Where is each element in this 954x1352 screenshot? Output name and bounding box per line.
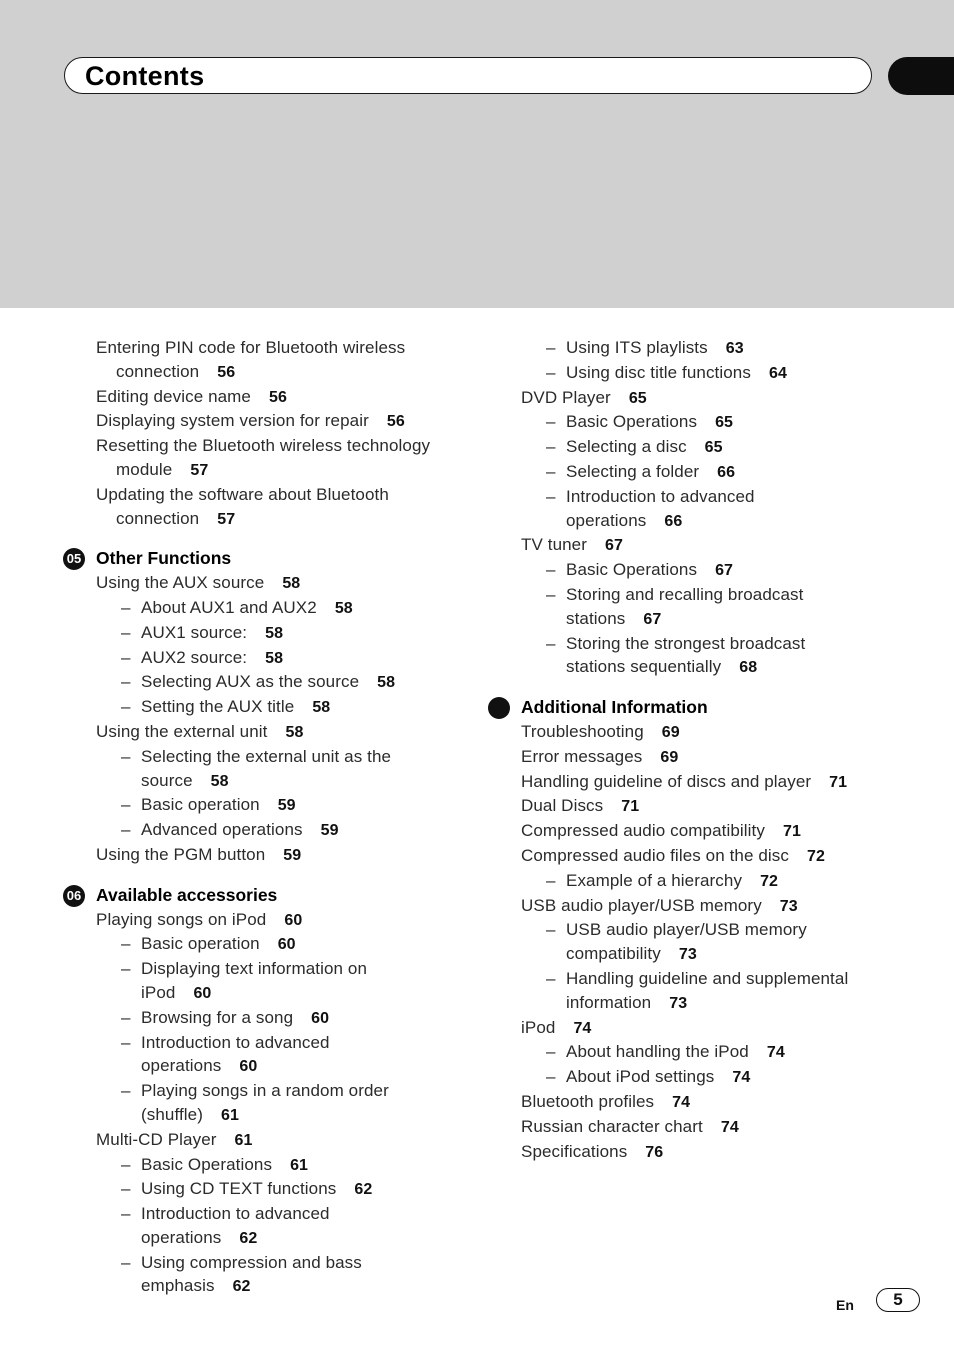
toc-page-number: 61 <box>221 1106 240 1124</box>
toc-page-number: 58 <box>210 772 229 790</box>
toc-entry-label: Specifications <box>521 1141 628 1161</box>
toc-subentry[interactable] <box>62 695 472 720</box>
dash-bullet: – <box>546 437 556 457</box>
toc-entry-label: module <box>116 459 173 479</box>
section-number-badge: 06 <box>63 885 85 907</box>
toc-subentry[interactable] <box>62 957 472 981</box>
toc-page-number: 58 <box>265 624 284 642</box>
toc-subentry[interactable] <box>487 435 897 460</box>
toc-subentry[interactable] <box>487 336 897 361</box>
page-number: 5 <box>876 1288 920 1312</box>
title-bar <box>64 57 872 94</box>
toc-subentry[interactable] <box>62 1274 472 1299</box>
toc-entry-label: AUX2 source: <box>141 647 248 667</box>
toc-page-number: 61 <box>290 1156 309 1174</box>
toc-entry-label: Entering PIN code for Bluetooth wireless <box>96 338 406 357</box>
toc-entry-label: Playing songs on iPod <box>96 909 267 929</box>
toc-entry-label: Basic Operations <box>566 560 698 580</box>
toc-subentry[interactable] <box>62 793 472 818</box>
toc-page-number: 60 <box>277 936 296 954</box>
toc-page-number: 63 <box>725 340 744 357</box>
toc-subentry[interactable] <box>62 621 472 646</box>
toc-entry-label: About iPod settings <box>566 1067 715 1087</box>
toc-entry-label: Using CD TEXT functions <box>141 1179 337 1199</box>
toc-page-number: 67 <box>605 537 623 555</box>
section-heading[interactable] <box>62 884 472 908</box>
dash-bullet: – <box>546 584 556 604</box>
dash-bullet: – <box>121 746 131 766</box>
toc-page-number: 65 <box>704 439 723 457</box>
section-gap <box>62 868 472 884</box>
toc-entry-label: USB audio player/USB memory <box>566 920 807 940</box>
toc-page-number: 67 <box>715 562 734 580</box>
toc-subentry[interactable] <box>487 1040 897 1065</box>
toc-entry[interactable] <box>62 720 472 745</box>
toc-entry[interactable] <box>62 385 472 410</box>
toc-entry-label: stations sequentially <box>566 657 722 677</box>
toc-entry-label: Compressed audio compatibility <box>521 821 765 841</box>
dash-bullet: – <box>546 461 556 481</box>
toc-subentry[interactable] <box>487 655 897 680</box>
dash-bullet: – <box>121 1154 131 1174</box>
section-number-badge: 05 <box>63 548 85 570</box>
section-number-badge <box>488 697 510 719</box>
toc-entry-label: Using compression and bass <box>141 1252 362 1272</box>
toc-page-number: 66 <box>717 463 736 481</box>
toc-entry-label: TV tuner <box>521 535 587 555</box>
dash-bullet: – <box>546 1042 556 1062</box>
toc-entry-label: Compressed audio files on the disc <box>521 845 789 865</box>
toc-entry-label: Selecting the external unit as the <box>141 746 392 766</box>
header-band <box>0 0 954 308</box>
toc-page-number: 62 <box>239 1229 258 1247</box>
toc-page-number: 67 <box>643 610 662 628</box>
dash-bullet: – <box>121 1252 131 1272</box>
dash-bullet: – <box>546 968 556 988</box>
toc-subentry[interactable] <box>62 670 472 695</box>
toc-entry-label: Russian character chart <box>521 1116 703 1136</box>
toc-page-number: 71 <box>829 773 848 791</box>
toc-page-number: 72 <box>760 872 779 890</box>
toc-page-number: 76 <box>645 1143 664 1161</box>
toc-entry[interactable] <box>62 360 472 385</box>
toc-entry-label: Storing the strongest broadcast <box>566 633 806 653</box>
toc-entry[interactable] <box>62 908 472 933</box>
toc-entry[interactable] <box>487 386 897 411</box>
toc-entry-label: Basic Operations <box>141 1154 273 1174</box>
toc-entry-label: stations <box>566 608 626 628</box>
toc-subentry[interactable] <box>487 632 897 656</box>
toc-page-number: 62 <box>354 1181 373 1199</box>
toc-entry-label: Introduction to advanced <box>141 1032 330 1052</box>
toc-entry-label: USB audio player/USB memory <box>521 895 762 915</box>
toc-subentry[interactable] <box>62 1177 472 1202</box>
dash-bullet: – <box>121 1032 131 1052</box>
toc-subentry[interactable] <box>487 583 897 607</box>
section-gap <box>487 680 897 696</box>
dash-bullet: – <box>546 633 556 653</box>
toc-page-number: 74 <box>672 1093 691 1111</box>
dash-bullet: – <box>121 647 131 667</box>
toc-entry[interactable] <box>62 843 472 868</box>
section-heading[interactable] <box>487 696 897 720</box>
toc-page-number: 58 <box>285 723 304 741</box>
toc-subentry[interactable] <box>487 869 897 894</box>
toc-entry[interactable] <box>487 894 897 919</box>
toc-entry[interactable] <box>62 571 472 596</box>
toc-entry-label: Introduction to advanced <box>566 486 755 506</box>
toc-subentry[interactable] <box>62 981 472 1006</box>
toc-page-number: 58 <box>334 599 353 617</box>
toc-entry[interactable] <box>487 1140 897 1165</box>
toc-entry-label: Using the external unit <box>96 721 268 741</box>
section-title: Available accessories <box>96 884 278 905</box>
toc-subentry[interactable] <box>62 1202 472 1226</box>
toc-entry[interactable] <box>62 336 472 360</box>
toc-entry-label: iPod <box>521 1017 556 1037</box>
toc-right-column <box>487 336 897 1164</box>
toc-subentry[interactable] <box>62 646 472 671</box>
toc-page-number: 71 <box>621 798 640 816</box>
toc-entry-label: About AUX1 and AUX2 <box>141 597 317 617</box>
toc-subentry[interactable] <box>487 607 897 632</box>
toc-entry-label: Basic operation <box>141 795 260 815</box>
toc-page-number: 59 <box>320 822 339 840</box>
toc-entry[interactable] <box>487 770 897 795</box>
toc-subentry[interactable] <box>487 942 897 967</box>
toc-entry-label: information <box>566 992 652 1012</box>
toc-page-number: 73 <box>669 994 688 1012</box>
toc-entry[interactable] <box>487 1016 897 1041</box>
toc-page-number: 57 <box>217 510 236 528</box>
toc-entry-label: Multi-CD Player <box>96 1129 217 1149</box>
toc-page-number: 72 <box>807 847 825 865</box>
toc-entry-label: Example of a hierarchy <box>566 870 743 890</box>
dash-bullet: – <box>121 959 131 979</box>
dash-bullet: – <box>121 622 131 642</box>
toc-entry-label: Using disc title functions <box>566 362 751 382</box>
toc-subentry[interactable] <box>62 1031 472 1055</box>
toc-page-number: 56 <box>269 388 287 406</box>
dash-bullet: – <box>121 820 131 840</box>
toc-entry-label: Using ITS playlists <box>566 338 708 357</box>
toc-subentry[interactable] <box>62 1079 472 1103</box>
toc-subentry[interactable] <box>487 361 897 386</box>
toc-entry-label: connection <box>116 361 200 381</box>
toc-subentry[interactable] <box>62 932 472 957</box>
toc-page-number: 58 <box>282 575 301 593</box>
toc-subentry[interactable] <box>62 596 472 621</box>
toc-entry[interactable] <box>487 720 897 745</box>
toc-subentry[interactable] <box>487 410 897 435</box>
toc-page-number: 73 <box>678 946 697 964</box>
section-gap <box>62 531 472 547</box>
toc-entry[interactable] <box>62 458 472 483</box>
toc-page-number: 57 <box>190 461 209 479</box>
dash-bullet: – <box>121 1081 131 1101</box>
toc-page-number: 58 <box>312 699 331 717</box>
toc-entry-label: DVD Player <box>521 387 611 407</box>
toc-left-column <box>62 336 472 1299</box>
section-title: Additional Information <box>521 697 708 718</box>
toc-entry[interactable] <box>62 434 472 458</box>
toc-entry-label: Advanced operations <box>141 820 303 840</box>
toc-entry-label: Selecting AUX as the source <box>141 672 360 692</box>
toc-subentry[interactable] <box>487 967 897 991</box>
toc-subentry[interactable] <box>62 1226 472 1251</box>
dash-bullet: – <box>121 1179 131 1199</box>
toc-page-number: 60 <box>239 1058 258 1076</box>
toc-page-number: 71 <box>782 823 801 841</box>
toc-page-number: 59 <box>277 797 296 815</box>
toc-entry-label: About handling the iPod <box>566 1042 749 1062</box>
dash-bullet: – <box>121 934 131 954</box>
toc-entry[interactable] <box>62 483 472 507</box>
toc-entry-label: Dual Discs <box>521 796 604 816</box>
toc-entry[interactable] <box>62 409 472 434</box>
toc-entry[interactable] <box>487 794 897 819</box>
toc-entry-label: operations <box>566 510 647 530</box>
toc-entry-label: Editing device name <box>96 386 251 406</box>
toc-entry-label: Browsing for a song <box>141 1007 294 1027</box>
toc-subentry[interactable] <box>487 918 897 942</box>
toc-subentry[interactable] <box>62 1153 472 1178</box>
toc-entry-label: Resetting the Bluetooth wireless technology <box>96 436 431 456</box>
dash-bullet: – <box>121 795 131 815</box>
section-title: Other Functions <box>96 548 232 569</box>
toc-page-number: 60 <box>193 984 212 1002</box>
toc-entry-label: Introduction to advanced <box>141 1204 330 1224</box>
toc-entry-label: Displaying text information on <box>141 959 368 979</box>
toc-page-number: 56 <box>386 413 405 431</box>
dash-bullet: – <box>121 697 131 717</box>
toc-subentry[interactable] <box>487 485 897 509</box>
toc-page-number: 59 <box>283 846 302 864</box>
toc-entry[interactable] <box>62 507 472 532</box>
toc-entry-label: compatibility <box>566 944 661 964</box>
section-tab <box>888 57 954 95</box>
toc-page-number: 66 <box>664 512 683 530</box>
toc-entry-label: Troubleshooting <box>521 721 644 741</box>
toc-entry[interactable] <box>487 819 897 844</box>
toc-subentry[interactable] <box>487 1065 897 1090</box>
toc-entry-label: connection <box>116 508 200 528</box>
toc-page-number: 74 <box>720 1118 739 1136</box>
toc-entry-label: Selecting a disc <box>566 437 687 457</box>
toc-page-number: 58 <box>265 649 284 667</box>
dash-bullet: – <box>121 597 131 617</box>
dash-bullet: – <box>546 870 556 890</box>
toc-page-number: 69 <box>660 748 679 766</box>
toc-entry-label: AUX1 source: <box>141 622 248 642</box>
toc-subentry[interactable] <box>487 509 897 534</box>
toc-entry-label: (shuffle) <box>141 1104 204 1124</box>
toc-subentry[interactable] <box>62 1251 472 1275</box>
toc-entry-label: Error messages <box>521 746 643 766</box>
toc-subentry[interactable] <box>62 1054 472 1079</box>
toc-subentry[interactable] <box>62 1006 472 1031</box>
toc-entry-label: Setting the AUX title <box>141 697 295 717</box>
toc-page-number: 68 <box>739 659 758 677</box>
section-heading[interactable] <box>62 547 472 571</box>
dash-bullet: – <box>546 362 556 382</box>
toc-entry-label: Playing songs in a random order <box>141 1081 389 1101</box>
toc-subentry[interactable] <box>487 991 897 1016</box>
toc-subentry[interactable] <box>62 1103 472 1128</box>
toc-page-number: 74 <box>766 1044 785 1062</box>
toc-entry-label: emphasis <box>141 1276 215 1296</box>
toc-page-number: 60 <box>284 911 303 929</box>
toc-entry-label: Using the AUX source <box>96 573 265 593</box>
dash-bullet: – <box>121 672 131 692</box>
language-label: En <box>836 1297 854 1313</box>
toc-page-number: 60 <box>311 1009 330 1027</box>
toc-entry[interactable] <box>487 844 897 869</box>
toc-subentry[interactable] <box>487 558 897 583</box>
toc-subentry[interactable] <box>62 818 472 843</box>
toc-subentry[interactable] <box>62 745 472 769</box>
toc-page-number: 74 <box>732 1069 751 1087</box>
toc-entry-label: Storing and recalling broadcast <box>566 584 804 604</box>
toc-entry-label: Using the PGM button <box>96 844 266 864</box>
toc-entry[interactable] <box>487 745 897 770</box>
dash-bullet: – <box>546 338 556 357</box>
toc-page-number: 69 <box>661 723 680 741</box>
dash-bullet: – <box>546 1067 556 1087</box>
toc-entry-label: operations <box>141 1227 222 1247</box>
toc-page-number: 64 <box>768 364 787 382</box>
toc-entry-label: Basic Operations <box>566 412 698 432</box>
toc-entry-label: iPod <box>141 982 176 1002</box>
toc-entry-label: Displaying system version for repair <box>96 411 369 431</box>
toc-page-number: 73 <box>779 897 798 915</box>
toc-entry[interactable] <box>487 533 897 558</box>
page-title: Contents <box>85 61 205 91</box>
toc-page-number: 58 <box>377 674 396 692</box>
toc-entry-label: Handling guideline and supplemental <box>566 968 849 988</box>
toc-page-number: 62 <box>232 1278 251 1296</box>
toc-page-number: 74 <box>573 1019 592 1037</box>
toc-page-number: 65 <box>628 389 647 407</box>
toc-entry-label: Basic operation <box>141 934 260 954</box>
toc-entry-label: Updating the software about Bluetooth <box>96 484 389 504</box>
dash-bullet: – <box>546 920 556 940</box>
toc-entry-label: source <box>141 770 193 790</box>
toc-entry[interactable] <box>487 1115 897 1140</box>
dash-bullet: – <box>121 1007 131 1027</box>
toc-page-number: 56 <box>217 363 236 381</box>
dash-bullet: – <box>546 412 556 432</box>
toc-subentry[interactable] <box>62 769 472 794</box>
toc-entry-label: Bluetooth profiles <box>521 1091 655 1111</box>
dash-bullet: – <box>546 560 556 580</box>
toc-entry[interactable] <box>62 1128 472 1153</box>
toc-entry[interactable] <box>487 1090 897 1115</box>
toc-subentry[interactable] <box>487 460 897 485</box>
toc-entry-label: operations <box>141 1056 222 1076</box>
dash-bullet: – <box>546 486 556 506</box>
toc-page-number: 61 <box>234 1131 253 1149</box>
dash-bullet: – <box>121 1204 131 1224</box>
toc-page-number: 65 <box>715 414 734 432</box>
toc-entry-label: Selecting a folder <box>566 461 700 481</box>
toc-entry-label: Handling guideline of discs and player <box>521 771 812 791</box>
